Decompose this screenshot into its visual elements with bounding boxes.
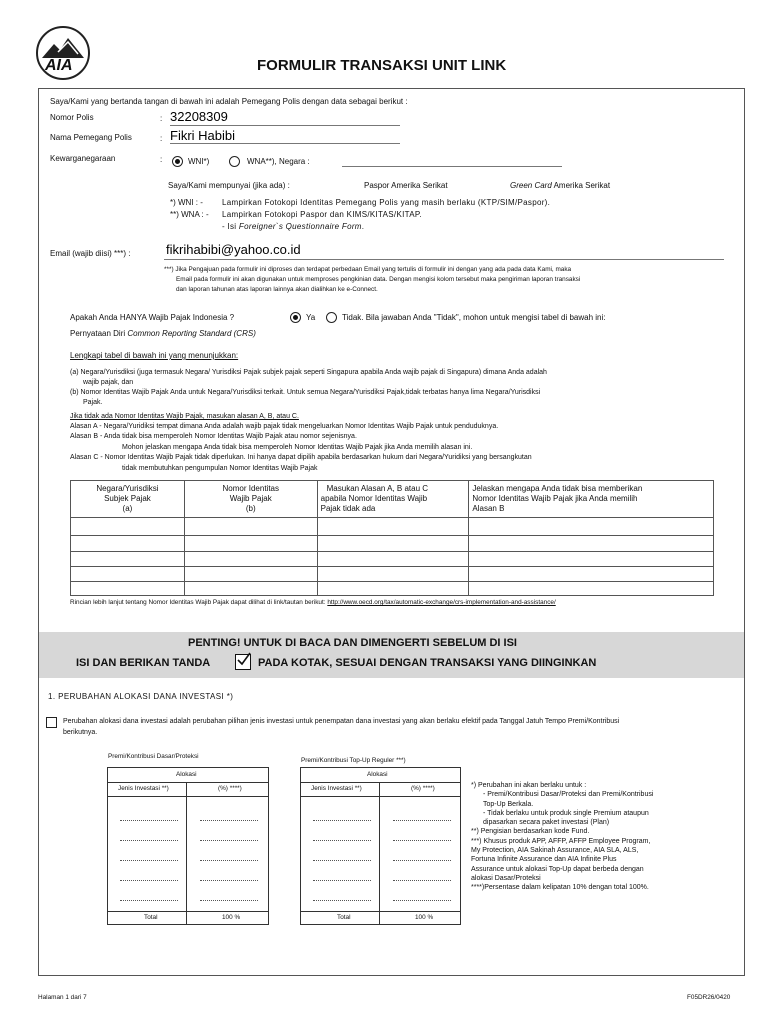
crs-table-header	[71, 481, 714, 518]
alokasi-label: Alokasi	[176, 771, 197, 778]
aia-logo	[36, 26, 90, 80]
mempunyai-label: Saya/Kami mempunyai (jika ada) :	[168, 181, 290, 190]
pernyataan-prefix: Pernyataan Diri	[70, 329, 128, 338]
th-jelaskan-line: Alasan B	[472, 504, 505, 513]
oecd-link[interactable]: http://www.oecd.org/tax/automatic-exchange/crs-implementation-and-assistance/	[327, 599, 556, 606]
note-line: ****)Persentase dalam kelipatan 10% dengan total 100%.	[471, 884, 649, 892]
nama-label: Nama Pemegang Polis	[50, 133, 132, 142]
table-row[interactable]	[71, 567, 714, 582]
section1-desc-1: Perubahan alokasi dana investasi adalah perubahan pilihan jenis investasi untuk penempatan dana investasi yang akan berlaku efektif pada Tanggal Jatuh Tempo Premi/Kontribusi	[63, 718, 620, 725]
ya-label: Ya	[306, 313, 316, 322]
th-negara-line: (a)	[122, 504, 133, 513]
nama-line	[170, 143, 400, 144]
crs-b2: Pajak.	[83, 399, 103, 406]
alasan-c: Alasan C - Nomor Identitas Wajib Pajak tidak diperlukan. Ini hanya dapat dipilih apabila berdasarkan hukum dari Negara/Yuridiksi yang bersangkutan	[70, 454, 532, 461]
table-cell[interactable]	[184, 518, 317, 536]
note-wni: Lampirkan Fotokopi Identitas Pemegang Polis yang masih berlaku (KTP/SIM/Paspor).	[222, 198, 551, 207]
logo-text: AIA	[45, 57, 73, 74]
table-cell[interactable]	[469, 582, 714, 596]
note-line: Top-Up Berkala.	[483, 800, 534, 808]
nomor-polis-label: Nomor Polis	[50, 113, 94, 122]
table-cell[interactable]	[317, 536, 469, 552]
persen-header: (%) ****)	[411, 785, 435, 792]
note-line: - Premi/Kontribusi Dasar/Proteksi dan Premi/Kontribusi	[483, 791, 654, 799]
table-row[interactable]	[71, 518, 714, 536]
note-wna-prefix: **) WNA : -	[170, 210, 209, 219]
footer-code: F05DR26/0420	[687, 994, 731, 1001]
table1-title: Premi/Kontribusi Dasar/Proteksi	[108, 753, 199, 760]
table-cell[interactable]	[184, 536, 317, 552]
table-cell[interactable]	[71, 567, 185, 582]
note-isi-suffix: .	[361, 222, 365, 231]
table-cell[interactable]	[184, 552, 317, 567]
table-cell[interactable]	[469, 518, 714, 536]
table-cell[interactable]	[71, 518, 185, 536]
th-alasan-line: Pajak tidak ada	[320, 504, 376, 513]
crs-a2: wajib pajak, dan	[83, 379, 134, 386]
alokasi-table-dasar	[107, 767, 269, 925]
note-isi-prefix: - Isi	[222, 222, 239, 231]
alasan-c2: tidak membutuhkan pengumpulan Nomor Identitas Wajib Pajak	[122, 465, 318, 472]
rincian-text	[70, 599, 556, 606]
note-line: Fortuna Infinite Assurance dan AIA Infinite Plus	[471, 856, 617, 864]
page-title: FORMULIR TRANSAKSI UNIT LINK	[257, 57, 507, 74]
nama-value[interactable]: Fikri Habibi	[170, 128, 236, 143]
table-cell[interactable]	[184, 567, 317, 582]
jenis-header: Jenis Investasi **)	[311, 785, 362, 792]
crs-question: Apakah Anda HANYA Wajib Pajak Indonesia ?	[70, 313, 235, 322]
th-nomor	[184, 481, 317, 518]
th-alasan	[317, 481, 469, 518]
th-nomor-line: Wajib Pajak	[229, 494, 272, 503]
note-wna: Lampirkan Fotokopi Paspor dan KIMS/KITAS/KITAP.	[222, 210, 422, 219]
note-line: Assurance untuk alokasi Top-Up dapat berbeda dengan	[471, 865, 644, 873]
note-line: **) Pengisian berdasarkan kode Fund.	[471, 828, 590, 836]
th-jelaskan-line: Jelaskan mengapa Anda tidak bisa memberikan	[472, 484, 643, 493]
rincian-label: Rincian lebih lanjut tentang Nomor Identitas Wajib Pajak dapat dilihat di link/tautan berikut:	[70, 599, 326, 606]
banner-line-1: PENTING! UNTUK DI BACA DAN DIMENGERTI SEBELUM DI ISI	[188, 637, 517, 649]
alokasi-table-topup	[300, 767, 461, 925]
table-cell[interactable]	[317, 567, 469, 582]
banner-line-2a: ISI DAN BERIKAN TANDA	[76, 657, 211, 669]
wni-label: WNI*)	[188, 157, 210, 166]
table-cell[interactable]	[71, 582, 185, 596]
table-cell[interactable]	[317, 552, 469, 567]
table-cell[interactable]	[71, 552, 185, 567]
table-cell[interactable]	[184, 582, 317, 596]
note-line: My Protection, AIA Sakinah Assurance, AIA SLA, ALS,	[471, 847, 639, 855]
ya-radio[interactable]	[290, 312, 301, 323]
pernyataan-italic: Common Reporting Standard (CRS)	[127, 329, 256, 338]
negara-line	[342, 166, 562, 167]
note-isi-italic: Foreigner`s Questionnaire Form	[238, 222, 362, 231]
total-value: 100 %	[222, 914, 241, 921]
th-alasan-line: apabila Nomor Identitas Wajib	[320, 494, 428, 503]
email-note-1: ***) Jika Pengajuan pada formulir ini diproses dan terdapat perbedaan Email yang tertulis di formulir ini dengan yang ada pada data Kami, maka	[164, 266, 572, 273]
jenis-header: Jenis Investasi **)	[118, 785, 169, 792]
alasan-b: Alasan B - Anda tidak bisa memperoleh Nomor Identitas Wajib Pajak atau nomor sejenisnya.	[70, 433, 357, 440]
crs-jika: Jika tidak ada Nomor Identitas Wajib Pajak, masukan alasan A, B, atau C.	[70, 413, 299, 420]
email-note-3: dan laporan tahunan atas laporan lainnya akan dialihkan ke e-Connect.	[176, 286, 378, 293]
email-value[interactable]: fikrihabibi@yahoo.co.id	[166, 242, 301, 257]
colon: :	[160, 134, 163, 143]
table-row[interactable]	[71, 552, 714, 567]
crs-pernyataan	[70, 329, 256, 338]
alasan-a: Alasan A - Negara/Yuridiksi tempat dimana Anda adalah wajib pajak tidak mengeluarkan Nomor Identitas Wajib Pajak untuk penduduknya.	[70, 423, 499, 430]
table-cell[interactable]	[469, 567, 714, 582]
greencard-rest: Amerika Serikat	[551, 181, 611, 190]
notes	[471, 781, 653, 893]
crs-table	[70, 480, 714, 596]
tidak-label: Tidak. Bila jawaban Anda "Tidak", mohon untuk mengisi tabel di bawah ini:	[342, 313, 606, 322]
checkmark-icon	[235, 654, 251, 670]
nomor-polis-line	[170, 125, 400, 126]
table-cell[interactable]	[317, 518, 469, 536]
table-cell[interactable]	[469, 552, 714, 567]
note-isi	[222, 222, 364, 231]
email-line	[164, 259, 724, 260]
note-wni-prefix: *) WNI : -	[170, 198, 203, 207]
crs-lengkapi: Lengkapi tabel di bawah ini yang menunjukkan:	[70, 351, 239, 360]
greencard-label	[510, 181, 610, 190]
persen-header: (%) ****)	[218, 785, 242, 792]
th-negara	[71, 481, 185, 518]
email-label: Email (wajib diisi) ***) :	[50, 249, 131, 258]
alasan-b2: Mohon jelaskan mengapa Anda tidak bisa memperoleh Nomor Identitas Wajib Pajak jika Anda memilih alasan ini.	[122, 444, 473, 451]
table-row[interactable]	[71, 582, 714, 596]
table-cell[interactable]	[469, 536, 714, 552]
crs-b1: (b) Nomor Identitas Wajib Pajak Anda untuk Negara/Yurisdiksi terkait. Untuk semua Negara/Yurisdiksi Pajak,tidak terbatas hanya lima Negara/Yurisdiksi	[70, 389, 541, 396]
wna-radio[interactable]	[229, 156, 240, 167]
colon: :	[160, 155, 163, 164]
note-line: alokasi Dasar/Proteksi	[471, 874, 541, 882]
table2-title: Premi/Kontribusi Top-Up Reguler ***)	[301, 757, 406, 764]
th-nomor-line: (b)	[245, 504, 256, 513]
note-line: dipasarkan secara paket investasi (Plan)	[483, 819, 610, 827]
paspor-label: Paspor Amerika Serikat	[364, 181, 448, 190]
total-label: Total	[144, 914, 158, 921]
tidak-radio[interactable]	[326, 312, 337, 323]
colon: :	[160, 114, 163, 123]
crs-a1: (a) Negara/Yurisdiksi (juga termasuk Negara/ Yurisdiksi Pajak subjek pajak seperti Singapura apabila Anda wajib pajak di Singapura) dimana Anda adalah	[70, 369, 547, 376]
section1-title: 1. PERUBAHAN ALOKASI DANA INVESTASI *)	[48, 692, 234, 701]
note-line: - Tidak berlaku untuk produk single Premium ataupun	[483, 809, 649, 817]
note-line: ***) Khusus produk APP, AFFP, AFFP Employee Program,	[471, 837, 651, 845]
table-row[interactable]	[71, 536, 714, 552]
th-jelaskan-line: Nomor Identitas Wajib Pajak jika Anda memilih	[472, 494, 638, 503]
total-label: Total	[337, 914, 351, 921]
th-negara-line: Subjek Pajak	[104, 494, 151, 503]
banner-line-2b: PADA KOTAK, SESUAI DENGAN TRANSAKSI YANG DIINGINKAN	[258, 657, 597, 669]
alokasi-label: Alokasi	[367, 771, 388, 778]
section1-desc-2: berikutnya.	[63, 729, 98, 736]
note-line: *) Perubahan ini akan berlaku untuk :	[471, 782, 587, 789]
th-negara-line: Negara/Yurisdiksi	[96, 484, 159, 493]
intro-text: Saya/Kami yang bertanda tangan di bawah ini adalah Pemegang Polis dengan data sebagai berikut :	[50, 97, 408, 106]
email-note-2: Email pada formulir ini akan digunakan untuk memproses pengkinian data. Dengan mengisi kolom tersebut maka pengiriman laporan transaksi	[176, 276, 581, 283]
th-nomor-line: Nomor Identitas	[222, 484, 279, 493]
wni-radio[interactable]	[172, 156, 183, 167]
table-cell[interactable]	[317, 582, 469, 596]
kewarga-label: Kewarganegaraan	[50, 154, 116, 163]
table-cell[interactable]	[71, 536, 185, 552]
total-value: 100 %	[415, 914, 434, 921]
th-alasan-line: Masukan Alasan A, B atau C	[326, 484, 429, 493]
nomor-polis-value[interactable]: 32208309	[170, 109, 228, 124]
greencard-italic: Green Card	[510, 181, 552, 190]
wna-label: WNA**), Negara :	[247, 157, 310, 166]
th-jelaskan	[469, 481, 714, 518]
section1-checkbox[interactable]	[46, 717, 57, 728]
footer-page: Halaman 1 dari 7	[38, 994, 87, 1001]
